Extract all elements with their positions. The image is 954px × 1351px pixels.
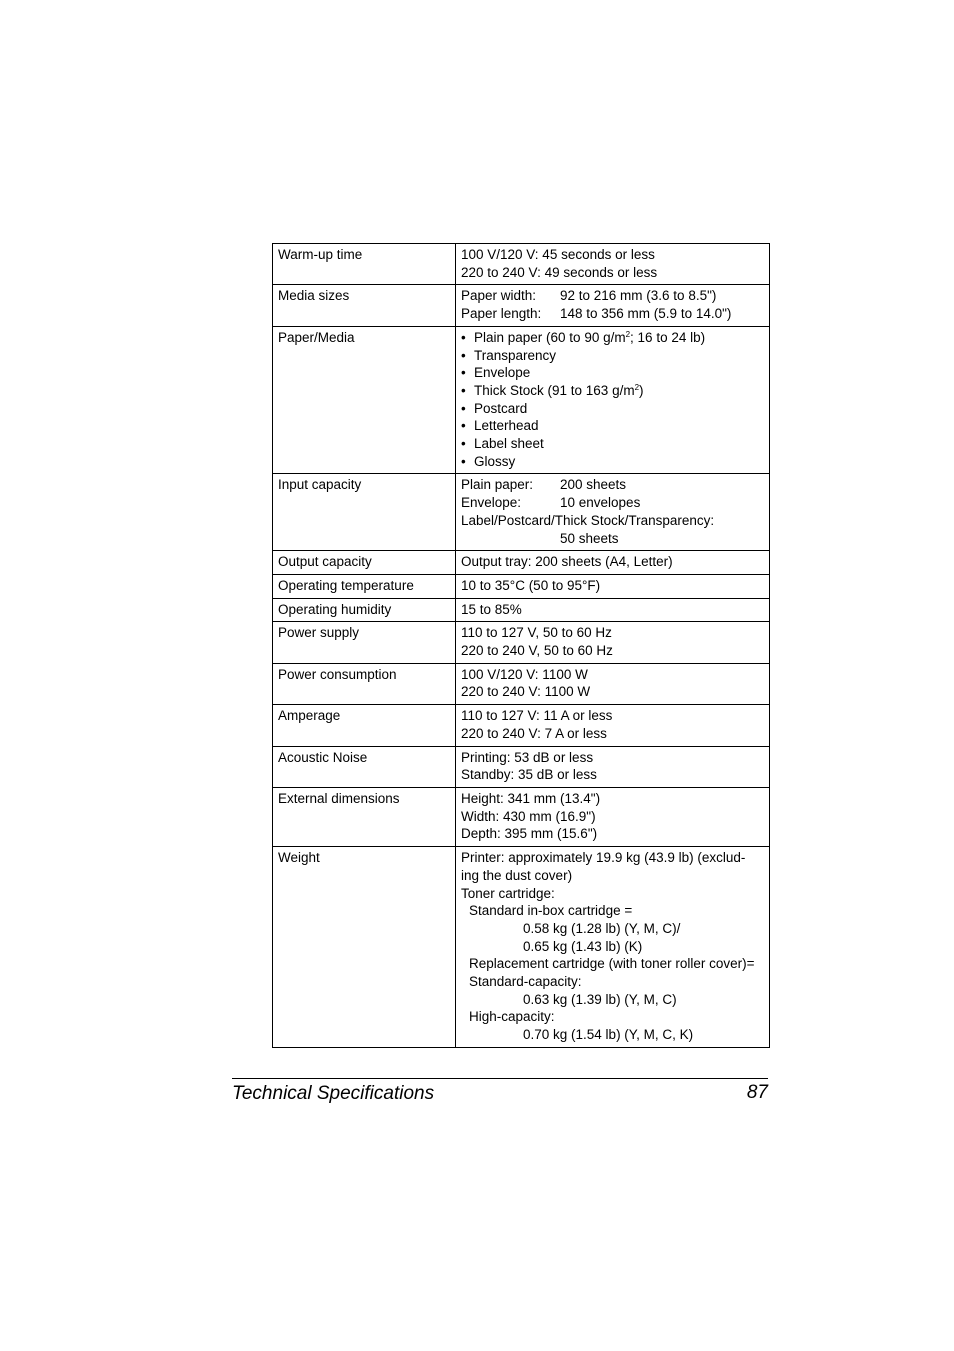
row-value-acoustic-noise xyxy=(456,746,770,787)
value-line: Height: 341 mm (13.4") xyxy=(461,790,601,806)
value-val: 92 to 216 mm (3.6 to 8.5") xyxy=(560,288,717,304)
row-label-operating-temperature: Operating temperature xyxy=(273,574,456,598)
row-label-amperage: Amperage xyxy=(273,705,456,746)
value-line: Standard-capacity: xyxy=(469,974,582,990)
value-line xyxy=(461,305,763,323)
value-line: 220 to 240 V: 49 seconds or less xyxy=(461,264,658,280)
value-line xyxy=(461,287,763,305)
value-line: Width: 430 mm (16.9") xyxy=(461,808,596,824)
value-line: Standby: 35 dB or less xyxy=(461,767,597,783)
value-line: 15 to 85% xyxy=(461,601,522,617)
value-line: 100 V/120 V: 45 seconds or less xyxy=(461,247,655,262)
row-label-power-supply: Power supply xyxy=(273,622,456,663)
value-line: 100 V/120 V: 1100 W xyxy=(461,666,588,682)
table-row xyxy=(273,663,770,704)
page-number: 87 xyxy=(746,1082,768,1103)
footer-title: Technical Specifications xyxy=(232,1083,435,1104)
row-value-output-capacity xyxy=(456,551,770,575)
value-line: Output tray: 200 sheets (A4, Letter) xyxy=(461,554,673,570)
row-value-power-supply xyxy=(456,622,770,663)
value-line xyxy=(461,494,763,512)
value-line: Toner cartridge: xyxy=(461,885,555,901)
row-value-amperage xyxy=(456,705,770,746)
row-label-external-dimensions: External dimensions xyxy=(273,787,456,846)
value-line: Depth: 395 mm (15.6") xyxy=(461,826,598,842)
bullet-icon: • xyxy=(461,453,466,469)
value-line: Printing: 53 dB or less xyxy=(461,749,594,765)
value-line: Standard in-box cartridge = xyxy=(469,903,633,919)
value-line: Replacement cartridge (with toner roller cover)= xyxy=(469,956,755,972)
row-value-input-capacity xyxy=(456,474,770,551)
table-row xyxy=(273,244,770,285)
table-row xyxy=(273,551,770,575)
table-row xyxy=(273,598,770,622)
list-item: • Thick Stock (91 to 163 $g/m^2$) xyxy=(461,382,644,398)
bullet-icon: • xyxy=(461,418,466,434)
value-line: Label/Postcard/Thick Stock/Transparency: xyxy=(461,512,715,528)
value-line: ing the dust cover) xyxy=(461,867,573,883)
row-label-power-consumption: Power consumption xyxy=(273,663,456,704)
row-value-operating-humidity xyxy=(456,598,770,622)
value-key: Envelope: xyxy=(461,495,522,511)
value-key: Plain paper: xyxy=(461,477,534,493)
list-item: • Transparency xyxy=(461,347,557,363)
bullet-icon: • xyxy=(461,365,466,381)
table-row xyxy=(273,705,770,746)
bullet-icon: • xyxy=(461,329,466,345)
value-line: 220 to 240 V, 50 to 60 Hz xyxy=(461,643,613,659)
row-label-acoustic-noise: Acoustic Noise xyxy=(273,746,456,787)
bullet-icon: • xyxy=(461,382,466,398)
row-value-operating-temperature xyxy=(456,574,770,598)
table-row xyxy=(273,787,770,846)
list-item: • Letterhead xyxy=(461,418,539,434)
value-line: 0.63 kg (1.39 lb) (Y, M, C) xyxy=(523,991,677,1007)
bullet-icon: • xyxy=(461,400,466,416)
row-label-paper-media: Paper/Media xyxy=(273,326,456,474)
row-label-operating-humidity: Operating humidity xyxy=(273,598,456,622)
row-label-weight: Weight xyxy=(273,847,456,1048)
row-label-media-sizes: Media sizes xyxy=(273,285,456,326)
value-val: 200 sheets xyxy=(560,477,627,493)
table-row xyxy=(273,474,770,551)
value-line: 0.58 kg (1.28 lb) (Y, M, C)/ xyxy=(523,920,681,936)
value-line: 110 to 127 V, 50 to 60 Hz xyxy=(461,625,612,641)
table-row xyxy=(273,746,770,787)
value-line: 110 to 127 V: 11 A or less xyxy=(461,708,613,724)
list-item: • Postcard xyxy=(461,400,528,416)
value-line: 220 to 240 V: 7 A or less xyxy=(461,725,607,741)
row-label-output-capacity: Output capacity xyxy=(273,551,456,575)
row-value-external-dimensions xyxy=(456,787,770,846)
row-value-warmup xyxy=(456,244,770,285)
list-item: • Plain paper (60 to 90 $g/m^2$; 16 to 24 lb) xyxy=(461,329,706,345)
bullet-icon: • xyxy=(461,436,466,452)
value-line: 50 sheets xyxy=(560,530,619,546)
table-row xyxy=(273,285,770,326)
value-line xyxy=(461,476,763,494)
bullet-icon: • xyxy=(461,347,466,363)
row-value-media-sizes xyxy=(456,285,770,326)
table-row xyxy=(273,622,770,663)
row-label-warmup: Warm-up time xyxy=(273,244,456,285)
value-val: 10 envelopes xyxy=(560,495,641,511)
list-item: • Envelope xyxy=(461,365,531,381)
list-item: • Glossy xyxy=(461,453,516,469)
value-val: 148 to 356 mm (5.9 to 14.0") xyxy=(560,306,732,322)
table-row xyxy=(273,574,770,598)
value-line: 10 to 35°C (50 to 95°F) xyxy=(461,577,601,593)
table-row xyxy=(273,847,770,1048)
footer-divider xyxy=(232,1078,768,1079)
row-value-paper-media xyxy=(456,326,770,474)
value-line: High-capacity: xyxy=(469,1009,555,1025)
value-line: Printer: approximately 19.9 kg (43.9 lb) (exclud- xyxy=(461,850,746,866)
value-line: 220 to 240 V: 1100 W xyxy=(461,684,591,700)
spec-table xyxy=(272,243,770,1048)
value-line: 0.70 kg (1.54 lb) (Y, M, C, K) xyxy=(523,1027,694,1043)
row-value-weight xyxy=(456,847,770,1048)
row-label-input-capacity: Input capacity xyxy=(273,474,456,551)
table-row xyxy=(273,326,770,474)
value-key: Paper length: xyxy=(461,306,542,322)
list-item: • Label sheet xyxy=(461,436,544,452)
value-key: Paper width: xyxy=(461,288,537,304)
value-line: 0.65 kg (1.43 lb) (K) xyxy=(523,938,643,954)
row-value-power-consumption xyxy=(456,663,770,704)
